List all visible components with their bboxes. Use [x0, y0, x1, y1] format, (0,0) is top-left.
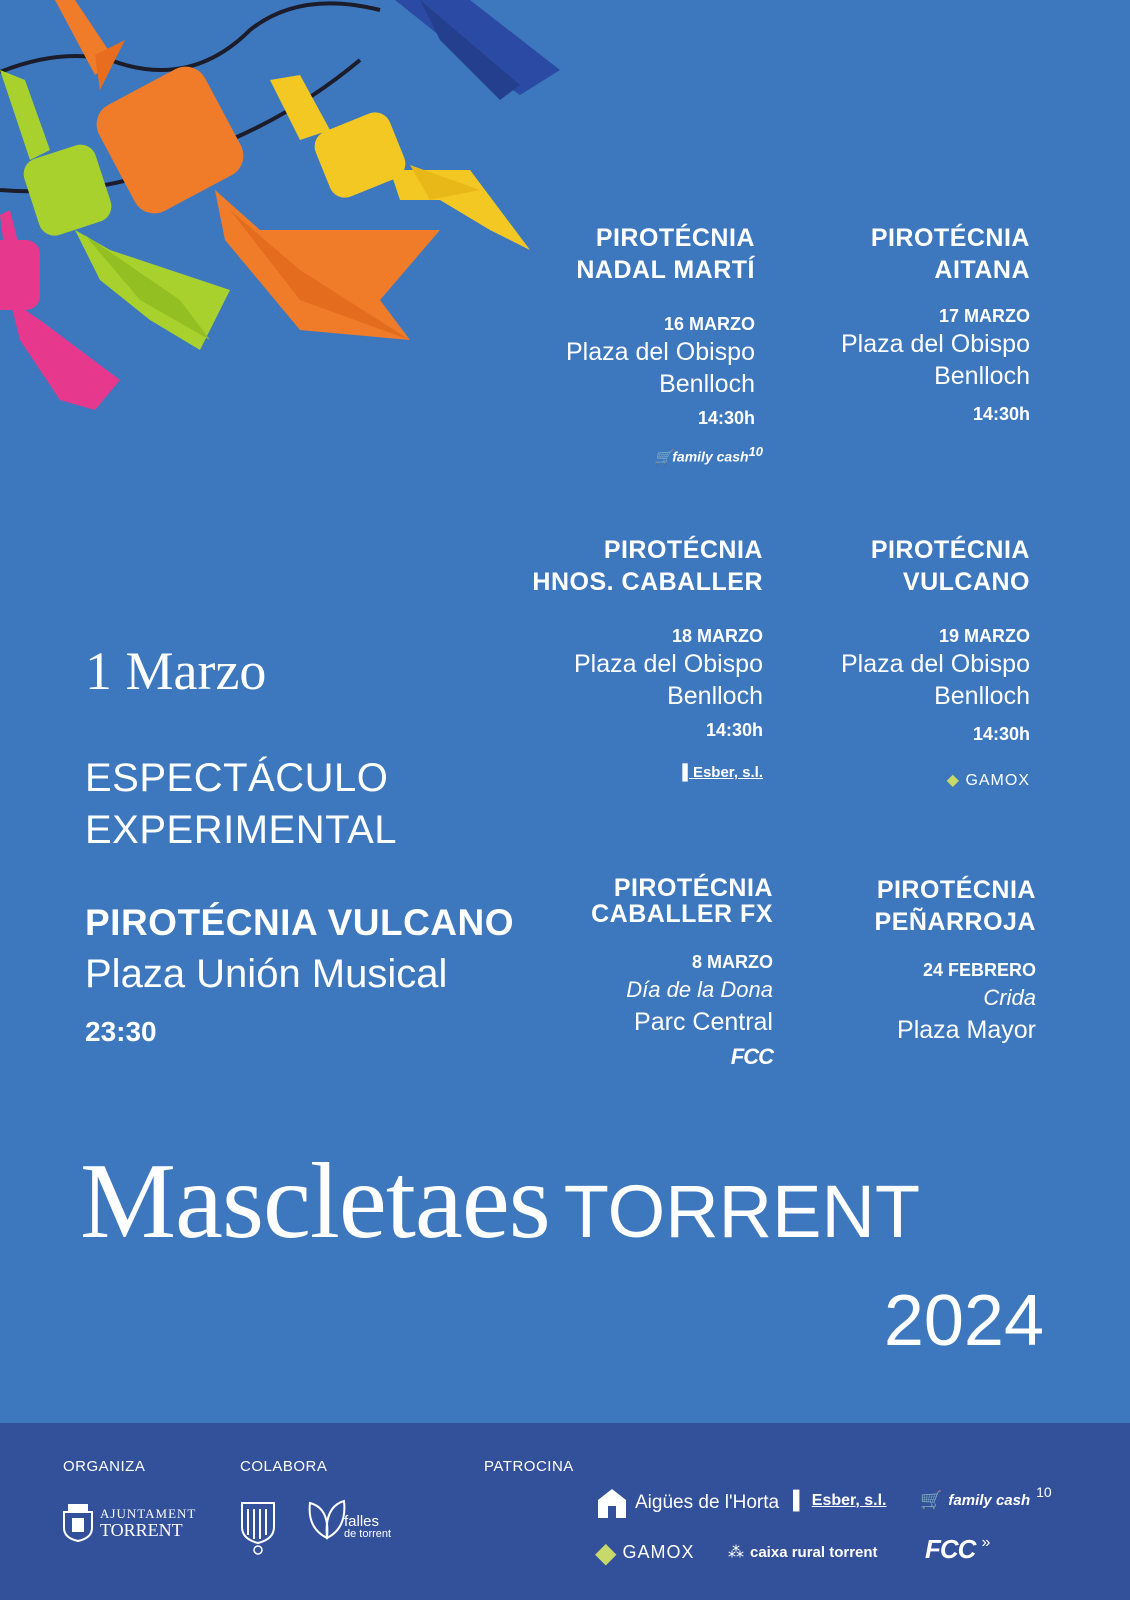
ajuntament-label: AJUNTAMENT: [100, 1506, 197, 1521]
event-date: 19 MARZO: [938, 626, 1030, 646]
yellow-candy-icon: [270, 75, 530, 250]
cart-icon: 🛒: [920, 1490, 943, 1510]
event-place: Plaza Mayor: [897, 1016, 1036, 1044]
people-icon: ⁂: [728, 1544, 744, 1561]
caixa-label: caixa rural torrent: [750, 1543, 878, 1561]
special-name-line: ESPECTÁCULO: [85, 756, 389, 800]
event-nadal-marti: [565, 222, 763, 467]
aigues-house-icon: [595, 1486, 629, 1520]
event-date: 16 MARZO: [663, 314, 755, 334]
navy-candy-icon: [395, 0, 560, 100]
event-date: 24 FEBRERO: [922, 960, 1036, 980]
special-place: Plaza Unión Musical: [85, 952, 448, 996]
falles-de-torrent-logo: [302, 1493, 391, 1543]
junta-local-fallera-logo: [238, 1495, 278, 1555]
event-place: Plaza del Obispo: [573, 650, 763, 678]
event-title-line: PIROTÉCNIA: [613, 874, 773, 902]
headline-word: Mascletaes: [80, 1142, 550, 1261]
torrent-label: TORRENT: [100, 1520, 183, 1540]
event-time: 14:30h: [705, 720, 763, 740]
footer-label-colabora: COLABORA: [240, 1458, 328, 1475]
event-subtitle: Crida: [983, 985, 1036, 1010]
fcc-footer-logo: [925, 1534, 990, 1565]
event-penarroja: [875, 874, 1036, 1046]
event-date: 17 MARZO: [938, 306, 1030, 326]
event-title-line: PIROTÉCNIA: [603, 536, 763, 564]
event-place: Plaza del Obispo: [840, 650, 1030, 678]
event-title-line: VULCANO: [902, 568, 1030, 596]
event-vulcano: [841, 534, 1030, 790]
event-title-line: HNOS. CABALLER: [532, 568, 763, 596]
footer-label-organiza: ORGANIZA: [63, 1458, 146, 1475]
event-title-line: PIROTÉCNIA: [876, 876, 1036, 904]
esber-mark-icon: ▌: [793, 1490, 806, 1510]
pink-candy-icon: [0, 210, 120, 410]
falles-label: falles: [344, 1513, 380, 1530]
headline-year: 2024: [883, 1281, 1044, 1361]
chevrons-icon: »: [981, 1533, 991, 1551]
special-pirotecnia: PIROTÉCNIA VULCANO: [85, 902, 515, 943]
de-torrent-label: de torrent: [344, 1528, 392, 1540]
family-cash-label: family cash: [948, 1492, 1031, 1509]
candy-garland-illustration: [0, 0, 560, 430]
gamox-label: GAMOX: [622, 1542, 695, 1562]
headline: [80, 1140, 920, 1264]
esber-logo: ▌Esber, s.l.: [682, 764, 763, 781]
event-title-line: PIROTÉCNIA: [870, 536, 1030, 564]
junta-crest-icon: [238, 1495, 278, 1555]
esber-mark-icon: ▌: [682, 764, 693, 781]
fcc-logo: FCC: [730, 1044, 773, 1069]
footer-label-patrocina: PATROCINA: [484, 1458, 574, 1475]
event-title-line: AITANA: [934, 256, 1030, 284]
ajuntament-torrent-logo: [62, 1502, 196, 1542]
gamox-diamond-icon: ◆: [595, 1537, 617, 1568]
aigues-label: Aigües de l'Horta: [635, 1492, 780, 1513]
event-date: 8 MARZO: [692, 952, 773, 972]
event-place: Plaza del Obispo: [840, 330, 1030, 358]
event-title-line: PEÑARROJA: [874, 908, 1036, 936]
family-cash-logo: 🛒family cash10: [654, 444, 763, 465]
event-hnos-caballer: [532, 534, 763, 782]
event-time: 14:30h: [697, 408, 755, 428]
event-caballer-fx: [591, 872, 773, 1070]
special-name-line: EXPERIMENTAL: [85, 808, 397, 852]
event-title-line: PIROTÉCNIA: [595, 224, 755, 252]
gamox-footer-logo: [595, 1536, 695, 1569]
event-date: 18 MARZO: [671, 626, 763, 646]
special-name: [85, 752, 397, 856]
esber-footer-logo: [793, 1490, 886, 1511]
event-place: Benlloch: [934, 682, 1030, 710]
family-cash-footer-logo: 🛒 family cash 10: [920, 1483, 1052, 1510]
headline-city: TORRENT: [563, 1170, 921, 1253]
event-title-line: CABALLER FX: [591, 900, 773, 928]
esber-label: Esber, s.l.: [811, 1491, 887, 1509]
cart-icon: 🛒: [654, 448, 673, 465]
event-time: 14:30h: [972, 724, 1030, 744]
fcc-label: FCC: [925, 1534, 976, 1564]
caixa-rural-logo: [728, 1542, 878, 1562]
gamox-diamond-icon: ◆: [946, 772, 960, 789]
gamox-logo: ◆ GAMOX: [946, 772, 1030, 789]
event-aitana: [841, 222, 1030, 426]
event-place: Plaza del Obispo: [565, 338, 755, 366]
event-subtitle: Día de la Dona: [626, 977, 773, 1002]
event-title-line: PIROTÉCNIA: [870, 224, 1030, 252]
special-time: 23:30: [85, 1016, 157, 1047]
event-place: Parc Central: [634, 1008, 773, 1036]
event-place: Benlloch: [667, 682, 763, 710]
event-title-line: NADAL MARTÍ: [576, 256, 755, 284]
event-time: 14:30h: [972, 404, 1030, 424]
torrent-crest-icon: [62, 1502, 94, 1542]
aigues-horta-logo: [595, 1486, 779, 1520]
event-place: Benlloch: [659, 370, 755, 398]
special-date: 1 Marzo: [85, 641, 267, 701]
event-place: Benlloch: [934, 362, 1030, 390]
